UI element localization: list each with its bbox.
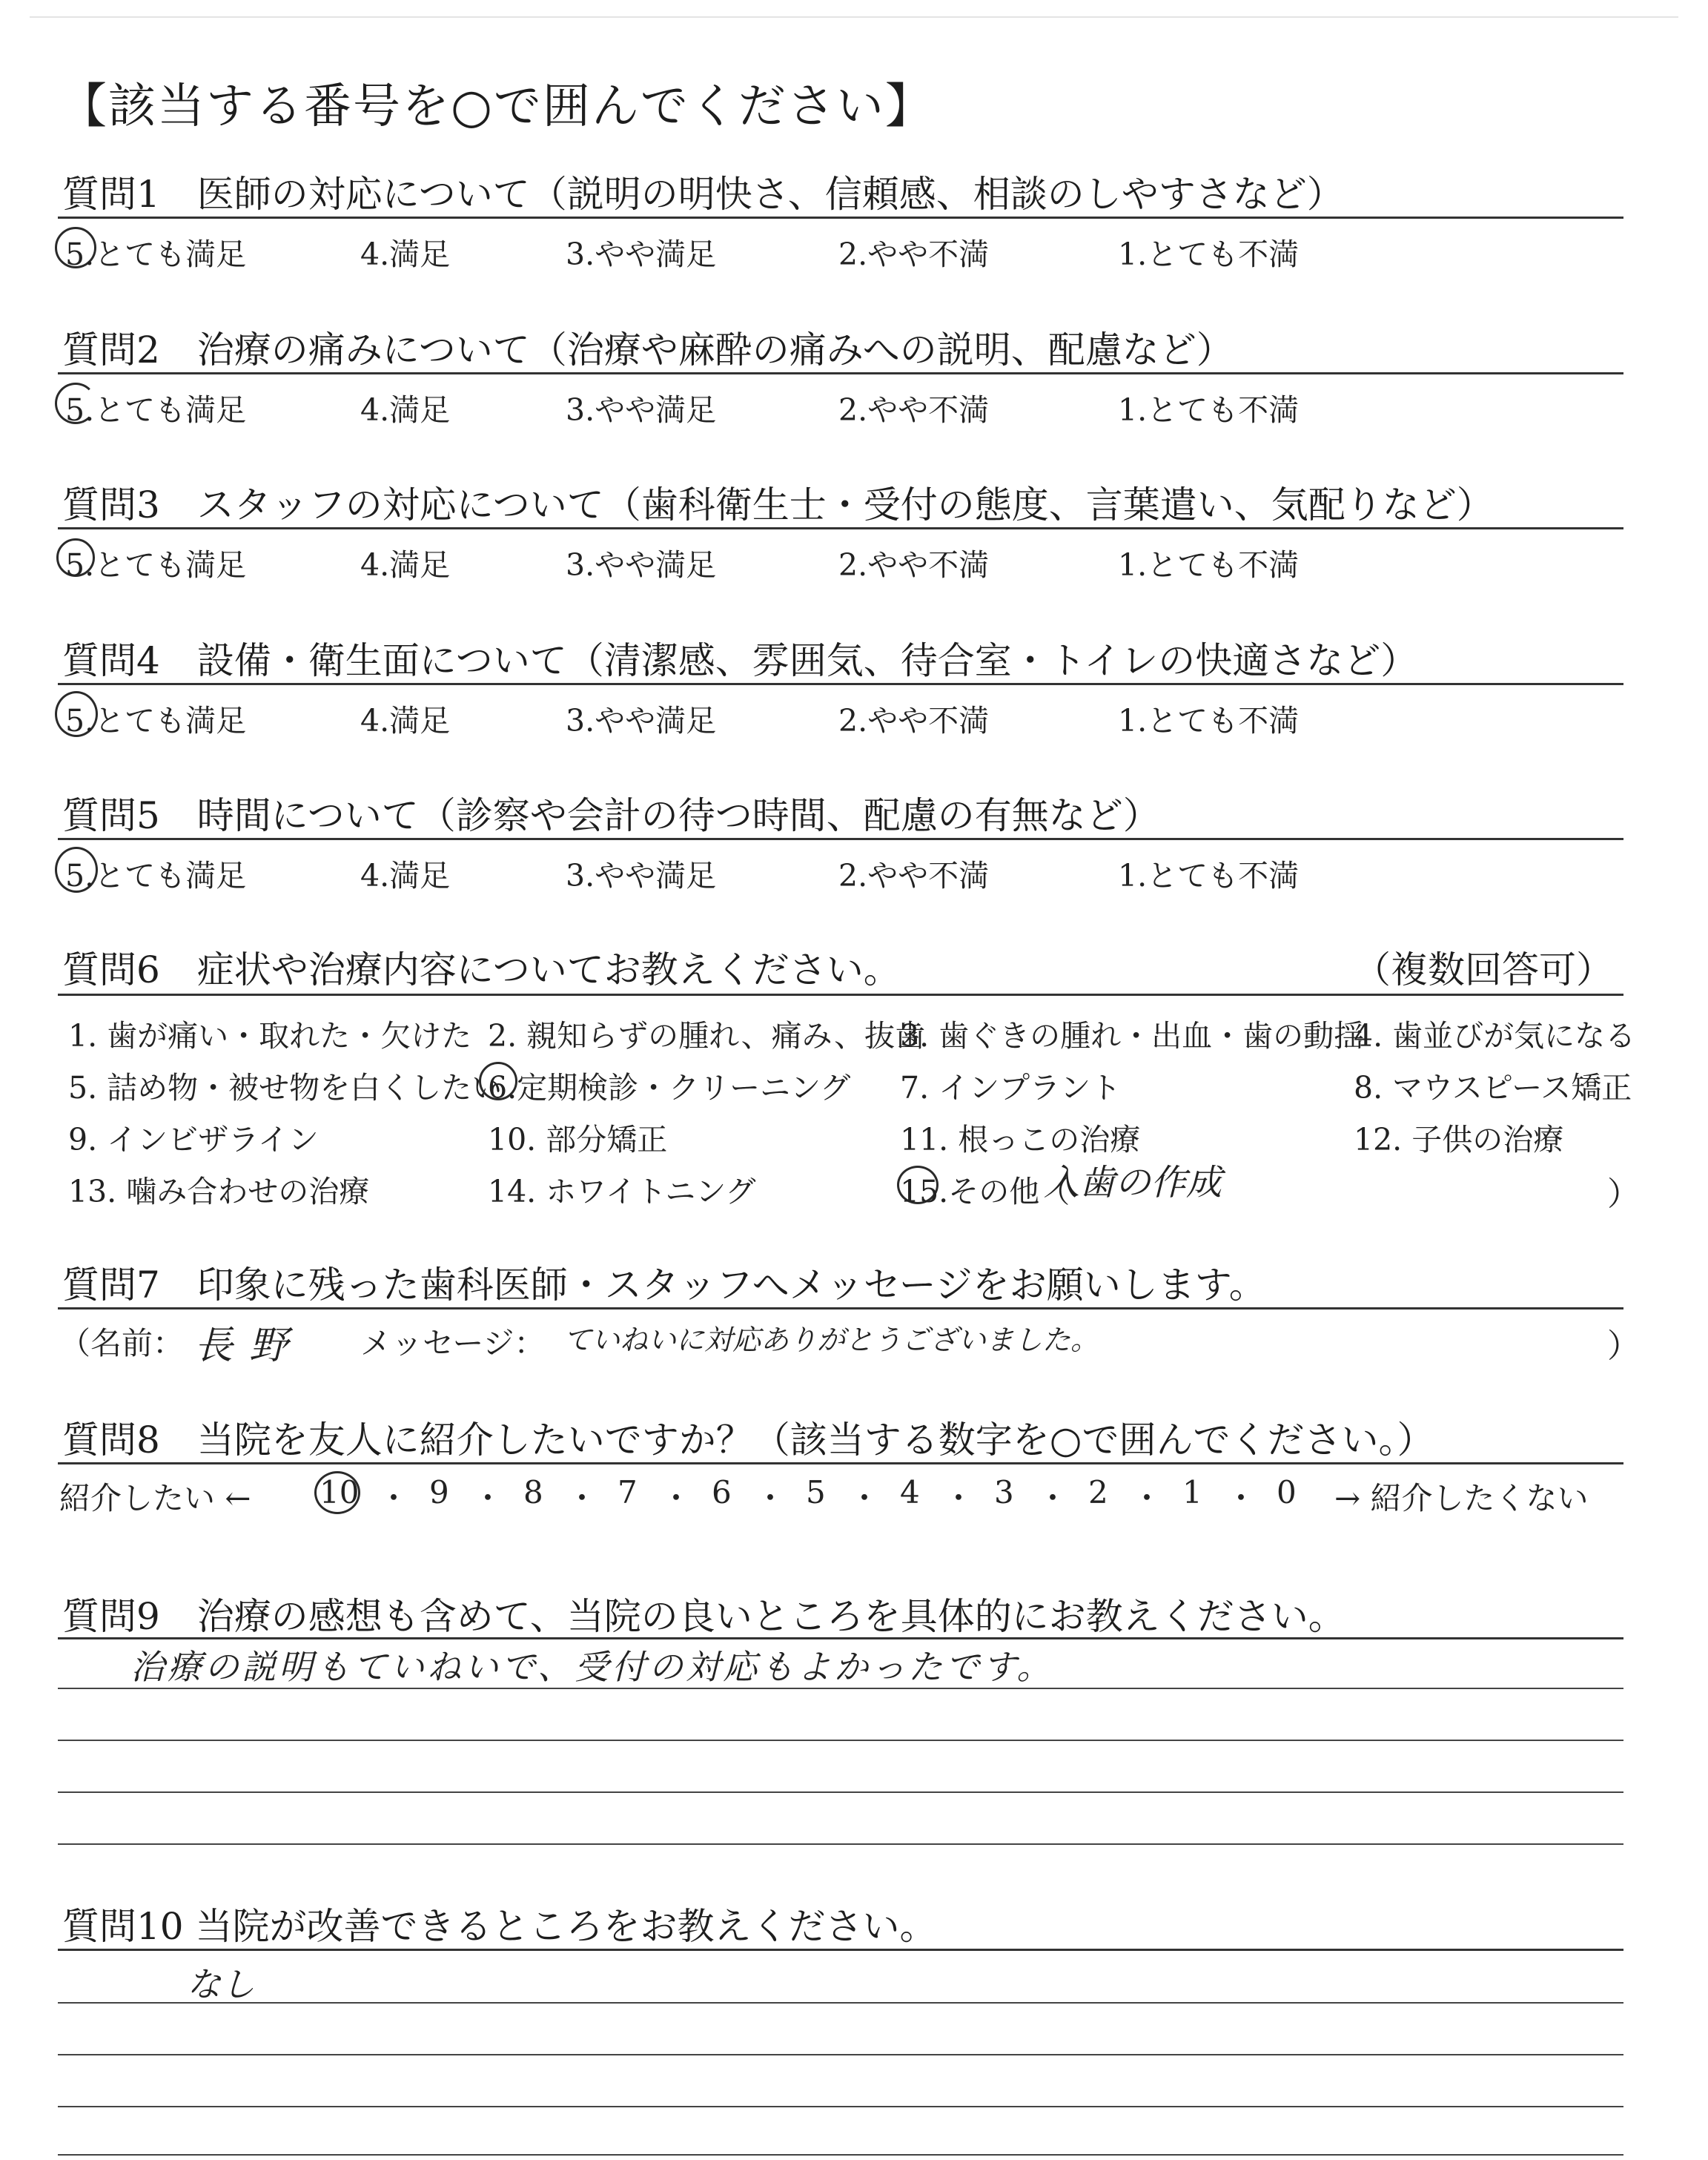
q2-option-3[interactable]: 3.やや満足	[566, 392, 717, 428]
symptom-item-5[interactable]: 5. 詰め物・被せ物を白くしたい	[68, 1070, 503, 1106]
symptom-item-8[interactable]: 8. マウスピース矯正	[1354, 1070, 1632, 1106]
answer-line	[58, 2054, 1623, 2055]
q4-option-3[interactable]: 3.やや満足	[566, 703, 717, 739]
symptom-item-12[interactable]: 12. 子供の治療	[1354, 1122, 1564, 1157]
answer-line	[58, 2154, 1623, 2156]
q5-option-4[interactable]: 4.満足	[360, 858, 451, 894]
q1-option-2[interactable]: 2.やや不満	[838, 237, 990, 272]
scale-separator: ・	[378, 1480, 410, 1516]
q5-option-2[interactable]: 2.やや不満	[838, 858, 990, 894]
question-8-title: 質問8 当院を友人に紹介したいですか？（該当する数字を○で囲んでください。）	[62, 1418, 1434, 1462]
question-3-rule	[58, 527, 1623, 529]
scale-7[interactable]: 7	[618, 1474, 638, 1510]
question-6-note: （複数回答可）	[1354, 948, 1613, 991]
q2-option-4[interactable]: 4.満足	[360, 392, 451, 428]
symptom-item-6[interactable]: 6.定期検診・クリーニング	[488, 1070, 851, 1106]
question-1-rule	[58, 217, 1623, 219]
question-10-rule	[58, 1949, 1623, 1951]
q9-handwritten-answer: 治療の説明もていねいで、受付の対応もよかったです。	[130, 1647, 1054, 1687]
message-label: メッセージ：	[360, 1325, 546, 1361]
question-2-rule	[58, 372, 1623, 374]
q10-handwritten-answer: なし	[187, 1964, 255, 2004]
q3-option-5[interactable]: 5.とても満足	[65, 547, 247, 583]
message-close-paren: ）	[1607, 1327, 1640, 1365]
answer-line	[58, 2106, 1623, 2107]
question-5-rule	[58, 838, 1623, 840]
scale-2[interactable]: 2	[1088, 1474, 1108, 1510]
q2-option-1[interactable]: 1.とても不満	[1118, 392, 1300, 428]
answer-line	[58, 1740, 1623, 1741]
symptom-item-3[interactable]: 3. 歯ぐきの腫れ・出血・歯の動揺	[900, 1018, 1365, 1054]
q1-option-4[interactable]: 4.満足	[360, 237, 451, 272]
q4-option-2[interactable]: 2.やや不満	[838, 703, 990, 739]
recommend-right-label: → 紹介したくない	[1334, 1480, 1589, 1516]
scale-4[interactable]: 4	[900, 1474, 920, 1510]
name-label: （名前：	[59, 1325, 185, 1361]
scale-separator: ・	[661, 1480, 692, 1516]
answer-line	[58, 1843, 1623, 1845]
symptom-item-1[interactable]: 1. 歯が痛い・取れた・欠けた	[68, 1018, 472, 1054]
other-handwritten-answer: 入歯の作成	[1044, 1162, 1222, 1203]
question-5-title: 質問5 時間について（診察や会計の待つ時間、配慮の有無など）	[62, 794, 1160, 837]
q1-option-3[interactable]: 3.やや満足	[566, 237, 717, 272]
symptom-item-10[interactable]: 10. 部分矯正	[488, 1122, 668, 1157]
scale-separator: ・	[1037, 1480, 1069, 1516]
q3-option-1[interactable]: 1.とても不満	[1118, 547, 1300, 583]
other-close-paren: ）	[1607, 1175, 1640, 1213]
q5-option-1[interactable]: 1.とても不満	[1118, 858, 1300, 894]
question-10-title: 質問10 当院が改善できるところをお教えください。	[62, 1905, 937, 1948]
question-3-title: 質問3 スタッフの対応について（歯科衛生士・受付の態度、言葉遣い、気配りなど）	[62, 483, 1494, 526]
scale-10[interactable]: 10	[320, 1474, 360, 1510]
question-7-title: 質問7 印象に残った歯科医師・スタッフへメッセージをお願いします。	[62, 1264, 1266, 1307]
q1-option-5[interactable]: 5.とても満足	[65, 237, 247, 272]
scale-9[interactable]: 9	[429, 1474, 449, 1510]
symptom-item-15[interactable]: 15.その他（	[900, 1174, 1070, 1209]
scale-separator: ・	[755, 1480, 787, 1516]
scale-5[interactable]: 5	[806, 1474, 826, 1510]
message-handwritten: ていねいに対応ありがとうございました。	[563, 1324, 1099, 1356]
q3-option-4[interactable]: 4.満足	[360, 547, 451, 583]
q2-option-5[interactable]: 5.とても満足	[65, 392, 247, 428]
q2-option-2[interactable]: 2.やや不満	[838, 392, 990, 428]
scale-0[interactable]: 0	[1277, 1474, 1297, 1510]
question-4-title: 質問4 設備・衛生面について（清潔感、雰囲気、待合室・トイレの快適さなど）	[62, 639, 1418, 682]
question-6-title: 質問6 症状や治療内容についてお教えください。	[62, 948, 901, 991]
scale-1[interactable]: 1	[1182, 1474, 1202, 1510]
answer-line	[58, 1791, 1623, 1793]
question-2-title: 質問2 治療の痛みについて（治療や麻酔の痛みへの説明、配慮など）	[62, 328, 1234, 371]
symptom-item-2[interactable]: 2. 親知らずの腫れ、痛み、抜歯	[488, 1018, 926, 1054]
question-9-title: 質問9 治療の感想も含めて、当院の良いところを具体的にお教えください。	[62, 1595, 1345, 1638]
symptom-item-9[interactable]: 9. インビザライン	[68, 1122, 319, 1157]
symptom-item-13[interactable]: 13. 噛み合わせの治療	[68, 1174, 370, 1209]
scan-top-edge	[30, 16, 1678, 18]
q4-option-5[interactable]: 5.とても満足	[65, 703, 247, 739]
q4-option-1[interactable]: 1.とても不満	[1118, 703, 1300, 739]
scale-separator: ・	[1225, 1480, 1257, 1516]
answer-line	[58, 2002, 1623, 2004]
name-handwritten: 長野	[194, 1324, 305, 1368]
scale-6[interactable]: 6	[712, 1474, 732, 1510]
scale-separator: ・	[943, 1480, 975, 1516]
symptom-item-14[interactable]: 14. ホワイトニング	[488, 1174, 756, 1209]
question-1-title: 質問1 医師の対応について（説明の明快さ、信頼感、相談のしやすさなど）	[62, 173, 1344, 216]
scale-3[interactable]: 3	[994, 1474, 1014, 1510]
question-9-rule	[58, 1637, 1623, 1639]
recommend-left-label: 紹介したい ←	[59, 1480, 251, 1516]
scale-separator: ・	[1131, 1480, 1163, 1516]
page-title: 【該当する番号を○で囲んでください】	[59, 79, 934, 134]
scale-separator: ・	[472, 1480, 504, 1516]
symptom-item-11[interactable]: 11. 根っこの治療	[900, 1122, 1141, 1157]
q1-option-1[interactable]: 1.とても不満	[1118, 237, 1300, 272]
q5-option-5[interactable]: 5.とても満足	[65, 858, 247, 894]
question-4-rule	[58, 683, 1623, 685]
scale-separator: ・	[849, 1480, 881, 1516]
q4-option-4[interactable]: 4.満足	[360, 703, 451, 739]
question-6-rule	[58, 994, 1623, 996]
q5-option-3[interactable]: 3.やや満足	[566, 858, 717, 894]
symptom-item-7[interactable]: 7. インプラント	[900, 1070, 1122, 1106]
symptom-item-4[interactable]: 4. 歯並びが気になる	[1354, 1018, 1636, 1054]
answer-line	[58, 1688, 1623, 1689]
q3-option-2[interactable]: 2.やや不満	[838, 547, 990, 583]
scale-separator: ・	[566, 1480, 598, 1516]
question-8-rule	[58, 1462, 1623, 1464]
scale-8[interactable]: 8	[523, 1474, 543, 1510]
question-7-rule	[58, 1307, 1623, 1309]
q3-option-3[interactable]: 3.やや満足	[566, 547, 717, 583]
